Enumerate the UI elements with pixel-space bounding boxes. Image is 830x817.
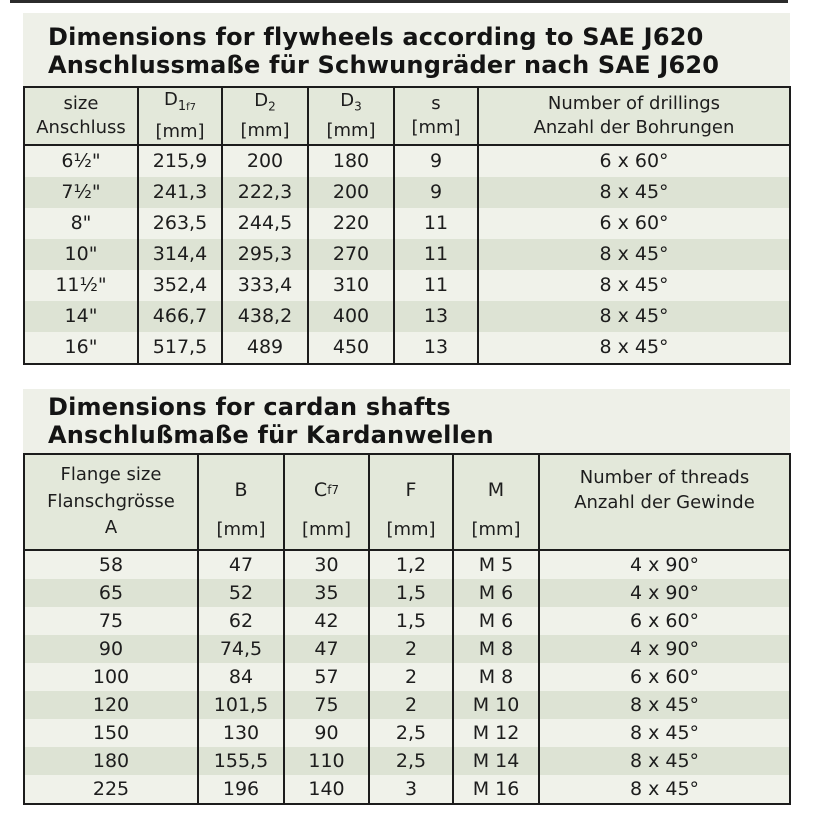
table-cell: 8 x 45°: [539, 747, 790, 775]
col-header-size-en: size: [63, 92, 99, 114]
table-cell: M 14: [453, 747, 539, 775]
top-rule: [10, 0, 788, 3]
table-cell: 58: [24, 550, 198, 579]
table-cell: 263,5: [138, 208, 222, 239]
col-header-drillings-de: Anzahl der Bohrungen: [533, 116, 735, 138]
symbol-sub-1: 1: [177, 98, 187, 114]
table-cell: 8 x 45°: [478, 177, 790, 208]
table-cell: 1,2: [369, 550, 453, 579]
table-cell: 8 x 45°: [539, 719, 790, 747]
table-cell: 16": [24, 332, 138, 364]
table-cell: 220: [308, 208, 394, 239]
table-cell: 1,5: [369, 579, 453, 607]
col-header-d3: [308, 87, 394, 145]
table-cell: 47: [198, 550, 284, 579]
table-cell: 241,3: [138, 177, 222, 208]
table-row: [24, 719, 790, 747]
table-cell: 101,5: [198, 691, 284, 719]
table-cell: 10": [24, 239, 138, 270]
table-cell: M 6: [453, 607, 539, 635]
col-header-flange-de: Flanschgrösse: [47, 490, 175, 512]
table-cell: 244,5: [222, 208, 308, 239]
table-cell: 52: [198, 579, 284, 607]
table-cell: 295,3: [222, 239, 308, 270]
table-row: [24, 747, 790, 775]
table-cell: M 5: [453, 550, 539, 579]
table-row: [24, 239, 790, 270]
table-cell: 57: [284, 663, 369, 691]
table-cell: 310: [308, 270, 394, 301]
table-cell: 270: [308, 239, 394, 270]
header-symbol-d2: [223, 89, 307, 119]
table-cell: 8 x 45°: [478, 332, 790, 364]
table-cell: 130: [198, 719, 284, 747]
header-unit: [mm]: [326, 119, 376, 141]
table-cell: 120: [24, 691, 198, 719]
table-cell: 517,5: [138, 332, 222, 364]
table-cell: 8 x 45°: [539, 691, 790, 719]
col-header-d2: [222, 87, 308, 145]
table-cell: 200: [222, 145, 308, 177]
col-header-threads-de: Anzahl der Gewinde: [574, 491, 755, 513]
col-header-d1f7: [138, 87, 222, 145]
table-row: [24, 145, 790, 177]
cardan-section: [23, 389, 790, 805]
symbol-base: D: [340, 90, 355, 112]
table-cell: 450: [308, 332, 394, 364]
col-header-flange-a: A: [104, 517, 118, 539]
table-cell: 11: [394, 270, 478, 301]
table-cell: 100: [24, 663, 198, 691]
header-symbol-s: s: [431, 92, 441, 114]
table-cell: 8": [24, 208, 138, 239]
table-cell: 400: [308, 301, 394, 332]
table-cell: 11: [394, 239, 478, 270]
header-symbol-m: M: [487, 478, 505, 501]
symbol-base: D: [163, 89, 178, 111]
table-cell: 2: [369, 635, 453, 663]
table-cell: 6 x 60°: [539, 607, 790, 635]
table-cell: 8 x 45°: [478, 301, 790, 332]
table-cell: 222,3: [222, 177, 308, 208]
symbol-subscript: 2: [268, 99, 276, 114]
col-header-f: [369, 454, 453, 550]
table-cell: 90: [24, 635, 198, 663]
table-row: [24, 301, 790, 332]
table-cell: 8 x 45°: [539, 775, 790, 804]
table-cell: 180: [308, 145, 394, 177]
table-cell: 2: [369, 691, 453, 719]
flange-header-lines: [25, 460, 197, 544]
header-symbol-cf7: [285, 462, 368, 518]
table-cell: M 8: [453, 663, 539, 691]
cardan-header-row: [24, 454, 790, 550]
table-cell: 84: [198, 663, 284, 691]
table-cell: 352,4: [138, 270, 222, 301]
header-cell-wrap: [370, 460, 452, 544]
table-cell: 200: [308, 177, 394, 208]
section-gap: [23, 365, 790, 389]
header-cell-wrap: [199, 460, 283, 544]
symbol-subscript: f7: [327, 482, 340, 497]
table-cell: 155,5: [198, 747, 284, 775]
table-cell: 466,7: [138, 301, 222, 332]
table-row: [24, 663, 790, 691]
table-cell: 489: [222, 332, 308, 364]
col-header-cf7: [284, 454, 369, 550]
header-cell-wrap: [454, 460, 538, 544]
table-cell: 6 x 60°: [478, 145, 790, 177]
col-header-drillings: [478, 87, 790, 145]
table-cell: 30: [284, 550, 369, 579]
table-cell: M 8: [453, 635, 539, 663]
table-cell: 13: [394, 301, 478, 332]
table-cell: 7½": [24, 177, 138, 208]
table-cell: 333,4: [222, 270, 308, 301]
table-cell: 90: [284, 719, 369, 747]
cardan-title-block: [23, 389, 790, 453]
table-cell: 14": [24, 301, 138, 332]
table-cell: M 12: [453, 719, 539, 747]
header-unit: [mm]: [386, 518, 436, 540]
table-cell: 9: [394, 145, 478, 177]
flywheel-title-block: [23, 13, 790, 86]
table-row: [24, 177, 790, 208]
table-cell: 11: [394, 208, 478, 239]
table-cell: 2,5: [369, 747, 453, 775]
header-unit: [mm]: [155, 120, 205, 142]
table-row: [24, 208, 790, 239]
table-cell: 150: [24, 719, 198, 747]
col-header-b: [198, 454, 284, 550]
table-cell: 47: [284, 635, 369, 663]
symbol-base: D: [254, 90, 269, 112]
symbol-subscript: 3: [354, 99, 362, 114]
header-unit: [mm]: [471, 518, 521, 540]
header-unit: [mm]: [301, 518, 352, 540]
header-symbol-d3: [309, 89, 393, 119]
cardan-table: [23, 453, 791, 805]
col-header-drillings-en: Number of drillings: [547, 92, 721, 114]
col-header-size: [24, 87, 138, 145]
table-cell: M 10: [453, 691, 539, 719]
table-row: [24, 691, 790, 719]
table-cell: M 6: [453, 579, 539, 607]
header-symbol-b: B: [234, 478, 248, 501]
col-header-m: [453, 454, 539, 550]
col-header-s: [394, 87, 478, 145]
table-cell: 8 x 45°: [478, 239, 790, 270]
table-row: [24, 775, 790, 804]
header-cell-wrap: [285, 460, 368, 544]
header-unit: [mm]: [216, 518, 266, 540]
table-cell: 4 x 90°: [539, 579, 790, 607]
table-cell: 65: [24, 579, 198, 607]
table-cell: 1,5: [369, 607, 453, 635]
col-header-threads: [539, 454, 790, 550]
table-cell: 438,2: [222, 301, 308, 332]
table-cell: 8 x 45°: [478, 270, 790, 301]
cardan-title-de: Anschlußmaße für Kardanwellen: [48, 420, 494, 449]
table-cell: 42: [284, 607, 369, 635]
table-cell: 180: [24, 747, 198, 775]
table-cell: 62: [198, 607, 284, 635]
table-cell: 4 x 90°: [539, 550, 790, 579]
symbol-subscript: [178, 99, 196, 114]
table-cell: 215,9: [138, 145, 222, 177]
symbol-sub-f7: f7: [186, 101, 197, 113]
table-row: [24, 635, 790, 663]
table-row: [24, 607, 790, 635]
cardan-title-en: Dimensions for cardan shafts: [48, 392, 451, 421]
table-cell: 6½": [24, 145, 138, 177]
table-row: [24, 332, 790, 364]
table-cell: 314,4: [138, 239, 222, 270]
table-cell: M 16: [453, 775, 539, 804]
flywheel-section: [23, 13, 790, 365]
flywheel-header-row: [24, 87, 790, 145]
header-symbol-d1f7: [139, 88, 221, 120]
table-cell: 11½": [24, 270, 138, 301]
table-cell: 75: [24, 607, 198, 635]
header-symbol-f: F: [405, 478, 417, 501]
table-cell: 6 x 60°: [539, 663, 790, 691]
col-header-size-de: Anschluss: [36, 116, 126, 138]
table-cell: 225: [24, 775, 198, 804]
table-cell: 6 x 60°: [478, 208, 790, 239]
col-header-flange: [24, 454, 198, 550]
header-unit: [mm]: [411, 116, 461, 138]
table-row: [24, 270, 790, 301]
flywheel-title-de: Anschlussmaße für Schwungräder nach SAE J620: [48, 51, 720, 80]
table-cell: 4 x 90°: [539, 635, 790, 663]
table-cell: 110: [284, 747, 369, 775]
header-unit: [mm]: [240, 119, 290, 141]
symbol-base: C: [313, 478, 328, 501]
table-cell: 140: [284, 775, 369, 804]
table-cell: 196: [198, 775, 284, 804]
table-cell: 75: [284, 691, 369, 719]
table-cell: 2: [369, 663, 453, 691]
table-row: [24, 550, 790, 579]
document-content: [23, 13, 790, 805]
header-cell-wrap: [540, 455, 789, 549]
table-cell: 13: [394, 332, 478, 364]
table-cell: 2,5: [369, 719, 453, 747]
flywheel-title-en: Dimensions for flywheels according to SAE J620: [48, 23, 704, 51]
col-header-flange-en: Flange size: [60, 464, 162, 486]
table-cell: 3: [369, 775, 453, 804]
table-cell: 9: [394, 177, 478, 208]
table-cell: 35: [284, 579, 369, 607]
col-header-threads-en: Number of threads: [579, 466, 750, 488]
table-row: [24, 579, 790, 607]
table-cell: 74,5: [198, 635, 284, 663]
flywheel-table: [23, 86, 791, 365]
